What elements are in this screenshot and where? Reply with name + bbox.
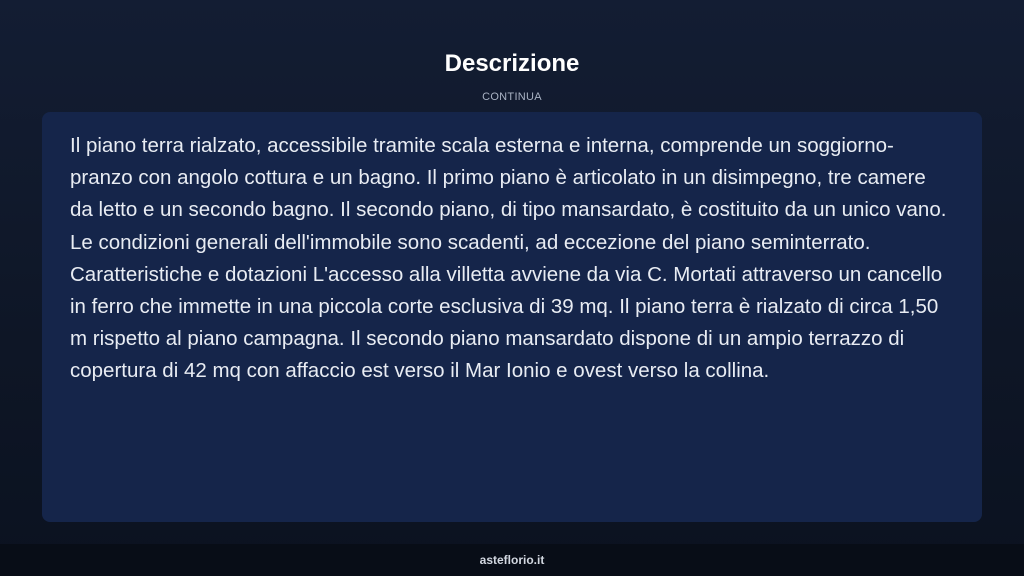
- description-card: [42, 112, 982, 522]
- description-text: Il piano terra rialzato, accessibile tramite scala esterna e interna, comprende un soggiorno-pranzo con angolo cottura e un bagno. Il primo piano è articolato in un disimpegno, tre camere da letto e un secondo bagno. Il secondo piano, di tipo mansardato, è costituito da un unico vano. Le condizioni generali dell'immobile sono scadenti, ad eccezione del piano seminterrato. Caratteristiche e dotazioni L'accesso alla villetta avviene da via C. Mortati attraverso un cancello in ferro che immette in una piccola corte esclusiva di 39 mq. Il piano terra è rialzato di circa 1,50 m rispetto al piano campagna. Il secondo piano mansardato dispone di un ampio terrazzo di copertura di 42 mq con affaccio est verso il Mar Ionio e ovest verso la collina.: [70, 134, 947, 383]
- footer-bar: [0, 544, 1024, 576]
- page-title: Descrizione: [444, 50, 580, 77]
- continue-label: CONTINUA: [482, 91, 542, 103]
- site-name: asteflorio.it: [479, 553, 545, 567]
